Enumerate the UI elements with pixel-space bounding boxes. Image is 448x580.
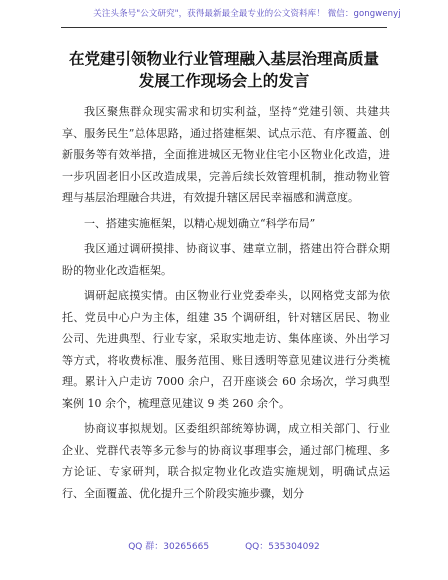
- title-line-2: 发展工作现场会上的发言: [138, 72, 310, 90]
- paragraph-consultation: 协商议事拟规划。区委组织部统筹协调，成立相关部门、行业企业、党群代表等多元参与的协商议事理事会，通过部门梳理、多方论证、专家研判，联合拟定物业化改造实施规划，明确试点运行、全面覆盖、优化提升三个阶段实施步骤，划分: [62, 422, 390, 500]
- header-divider: [61, 27, 387, 28]
- document-body: [62, 101, 390, 508]
- document-title: [40, 48, 408, 92]
- paragraph-intro: 我区聚焦群众现实需求和切实利益，坚持“党建引领、共建共享、服务民生”总体思路，通过搭建框架、试点示范、有序覆盖、创新服务等有效举措，全面推进城区无物业住宅小区物业化改造，进一步巩固老旧小区改造成果，完善后续长效管理机制，推动物业管理与基层治理融合共进，有效提升辖区居民幸福感和满意度。: [62, 105, 390, 204]
- footer-contact: [0, 541, 448, 553]
- title-line-1: 在党建引领物业行业管理融入基层治理高质量: [68, 50, 379, 68]
- paragraph-section-1-intro: 我区通过调研摸排、协商议事、建章立制，搭建出符合群众期盼的物业化改造框架。: [62, 242, 390, 277]
- footer-qq: QQ：535304092: [245, 542, 320, 552]
- footer-qq-group: QQ 群：30265665: [128, 542, 210, 552]
- paragraph-research: 调研起底摸实情。由区物业行业党委牵头，以网格党支部为依托、党员中心户为主体，组建 35 个调研组，针对辖区居民、物业公司、先进典型、行业专家，采取实地走访、集体座谈、外出学习等方式，将收费标准、服务范围、账目透明等意见建议进行分类梳理。累计入户走访 7000 余户，召开座谈会 60 余场次，学习典型案例 10 余个，梳理意见建议 9 类 260 余个。: [62, 289, 390, 410]
- header-note: 关注头条号"公文研究"，获得最新最全最专业的公文资料库！ 微信：gongwenyj: [93, 9, 401, 19]
- section-heading-1: 一、搭建实施框架，以精心规划确立“科学布局”: [84, 216, 316, 230]
